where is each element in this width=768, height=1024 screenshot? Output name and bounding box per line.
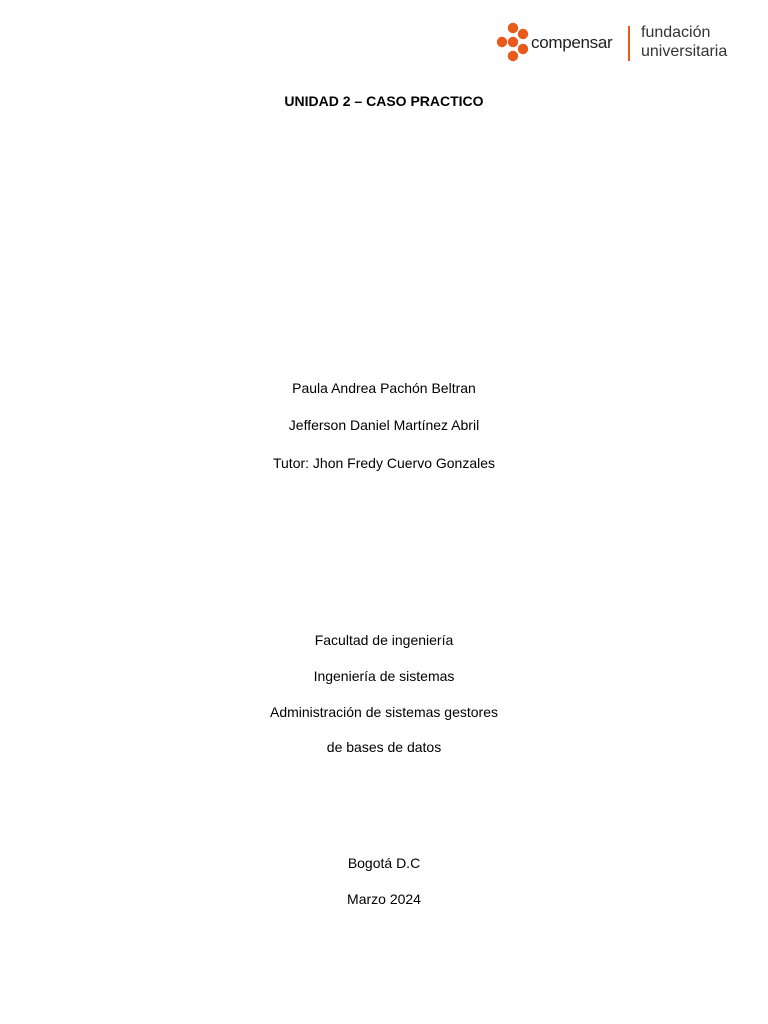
date-line: Marzo 2024 (347, 891, 421, 907)
course-line-1: Administración de sistemas gestores (270, 704, 498, 720)
tutor-line: Tutor: Jhon Fredy Cuervo Gonzales (272, 455, 496, 471)
logo-line-1: fundación (641, 24, 711, 41)
logo-foundation-text (641, 23, 727, 61)
city-line: Bogotá D.C (347, 855, 421, 871)
document-title: UNIDAD 2 – CASO PRACTICO (284, 93, 484, 109)
faculty-line: Facultad de ingeniería (314, 632, 454, 648)
logo-wordmark: compensar (531, 33, 613, 52)
course-line-2: de bases de datos (326, 739, 442, 755)
logo-divider (628, 26, 630, 61)
program-line: Ingeniería de sistemas (313, 668, 455, 684)
logo-line-2: universitaria (641, 43, 728, 60)
institution-logo (495, 22, 735, 66)
compensar-dots-icon (495, 22, 531, 62)
author-2: Jefferson Daniel Martínez Abril (288, 417, 480, 433)
author-1: Paula Andrea Pachón Beltran (292, 380, 476, 396)
